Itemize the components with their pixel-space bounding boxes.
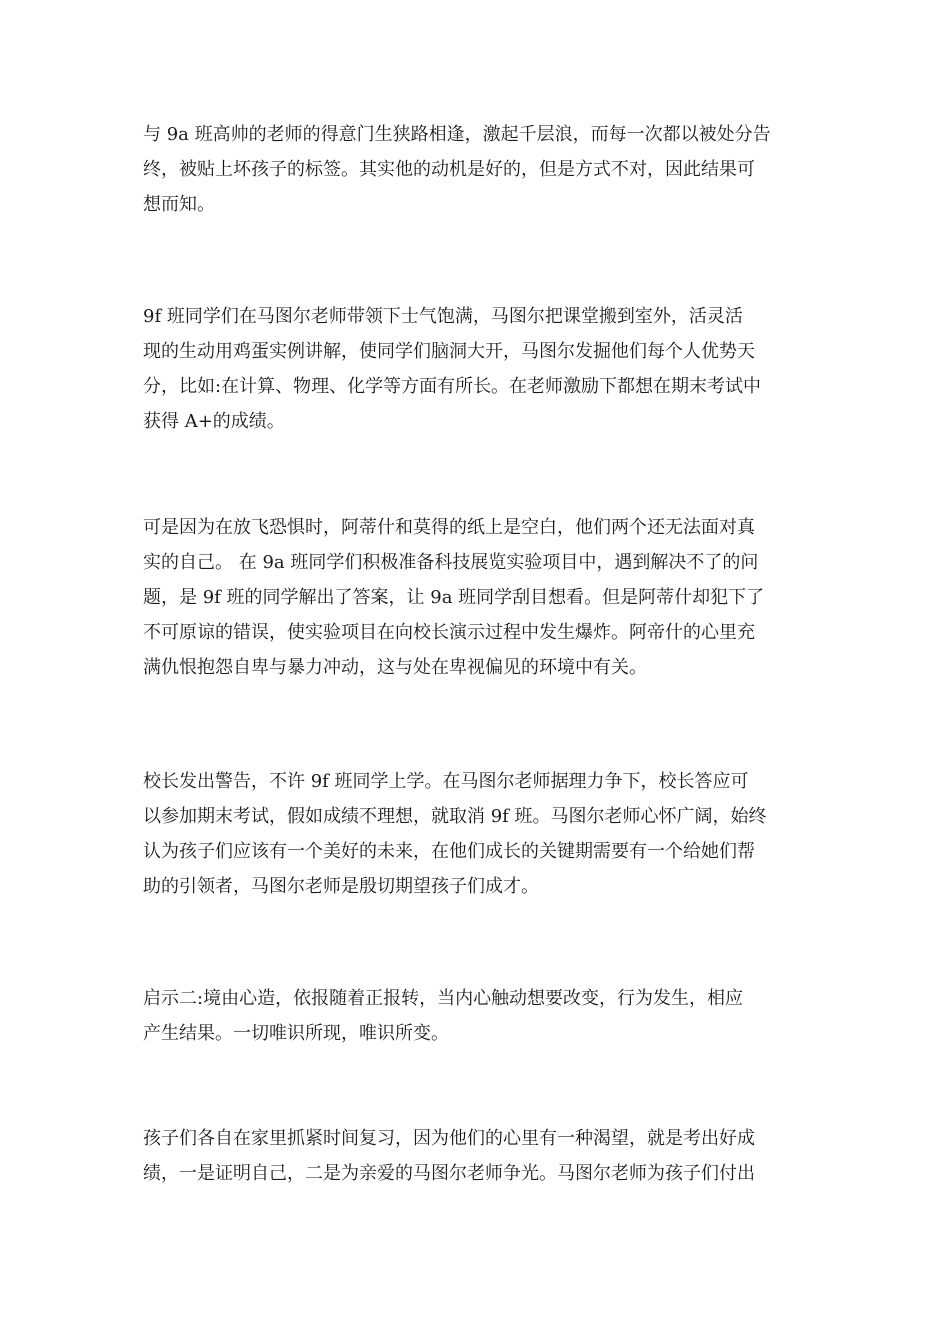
paragraph-1	[143, 117, 807, 222]
paragraph-line: 认为孩子们应该有一个美好的未来，在他们成长的关键期需要有一个给她们帮	[143, 841, 755, 862]
paragraph-line: 启示二:境由心造，依报随着正报转，当内心触动想要改变，行为发生，相应	[143, 988, 744, 1009]
paragraph-line: 题，是 9f 班的同学解出了答案，让 9a 班同学刮目想看。但是阿蒂什却犯下了	[143, 587, 765, 608]
paragraph-line: 满仇恨抱怨自卑与暴力冲动，这与处在卑视偏见的环境中有关。	[143, 657, 647, 678]
paragraph-3	[143, 510, 807, 685]
paragraph-line: 分，比如:在计算、物理、化学等方面有所长。在老师激励下都想在期末考试中	[143, 376, 762, 397]
paragraph-line: 校长发出警告，不许 9f 班同学上学。在马图尔老师据理力争下，校长答应可	[143, 771, 749, 792]
paragraph-line: 绩，一是证明自己，二是为亲爱的马图尔老师争光。马图尔老师为孩子们付出	[143, 1163, 755, 1184]
paragraph-line: 终，被贴上坏孩子的标签。其实他的动机是好的，但是方式不对，因此结果可	[143, 159, 755, 180]
paragraph-line: 获得 A+的成绩。	[143, 411, 285, 432]
paragraph-line: 产生结果。一切唯识所现，唯识所变。	[143, 1023, 449, 1044]
paragraph-line: 现的生动用鸡蛋实例讲解，使同学们脑洞大开，马图尔发掘他们每个人优势天	[143, 341, 755, 362]
paragraph-5	[143, 981, 807, 1051]
paragraph-line: 9f 班同学们在马图尔老师带领下士气饱满，马图尔把课堂搬到室外，活灵活	[143, 306, 743, 327]
paragraph-6	[143, 1121, 807, 1191]
paragraph-line: 助的引领者，马图尔老师是殷切期望孩子们成才。	[143, 876, 539, 897]
paragraph-line: 不可原谅的错误，使实验项目在向校长演示过程中发生爆炸。阿帝什的心里充	[143, 622, 755, 643]
paragraph-2	[143, 299, 807, 439]
paragraph-line: 与 9a 班高帅的老师的得意门生狭路相逢，激起千层浪，而每一次都以被处分告	[143, 124, 771, 145]
paragraph-line: 孩子们各自在家里抓紧时间复习，因为他们的心里有一种渴望，就是考出好成	[143, 1128, 755, 1149]
paragraph-line: 可是因为在放飞恐惧时，阿蒂什和莫得的纸上是空白，他们两个还无法面对真	[143, 517, 755, 538]
paragraph-line: 想而知。	[143, 194, 215, 215]
paragraph-line: 以参加期末考试，假如成绩不理想，就取消 9f 班。马图尔老师心怀广阔，始终	[143, 806, 767, 827]
paragraph-line: 实的自己。 在 9a 班同学们积极准备科技展览实验项目中，遇到解决不了的问	[143, 552, 759, 573]
paragraph-4	[143, 764, 807, 904]
